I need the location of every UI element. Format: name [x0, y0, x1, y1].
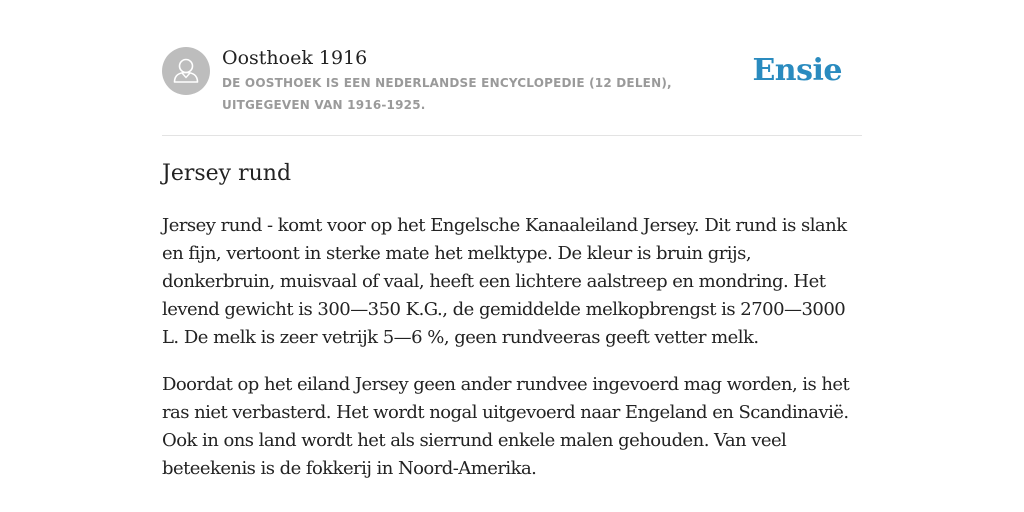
source-title[interactable]: Oosthoek 1916: [222, 47, 368, 69]
header-divider: [162, 135, 862, 136]
source-header: [162, 46, 862, 116]
article-paragraph: Jersey rund - komt voor op het Engelsche Kanaaleiland Jersey. Dit rund is slank en fijn, vertoont in sterke mate het melktype. De kleur is bruin grijs, donkerbruin, muisvaal of vaal, heeft een lichtere aalstreep en mondring. Het levend gewicht is 300—350 K.G., de gemiddelde melkopbrengst is 2700—3000 L. De melk is zeer vetrijk 5—6 %, geen rundveeras geeft vetter melk.: [162, 215, 847, 348]
ensie-logo[interactable]: Ensie: [752, 53, 842, 88]
article-title: Jersey rund: [162, 161, 292, 186]
article-body: [162, 212, 862, 502]
user-avatar-icon: [162, 47, 210, 95]
source-description: DE OOSTHOEK IS EEN NEDERLANDSE ENCYCLOPEDIE (12 DELEN), UITGEGEVEN VAN 1916-1925.: [222, 76, 672, 112]
article-paragraph: Doordat op het eiland Jersey geen ander rundvee ingevoerd mag worden, is het ras niet verbasterd. Het wordt nogal uitgevoerd naar Engeland en Scandinavië. Ook in ons land wordt het als sierrund enkele malen gehouden. Van veel beteekenis is de fokkerij in Noord-Amerika.: [162, 374, 850, 479]
